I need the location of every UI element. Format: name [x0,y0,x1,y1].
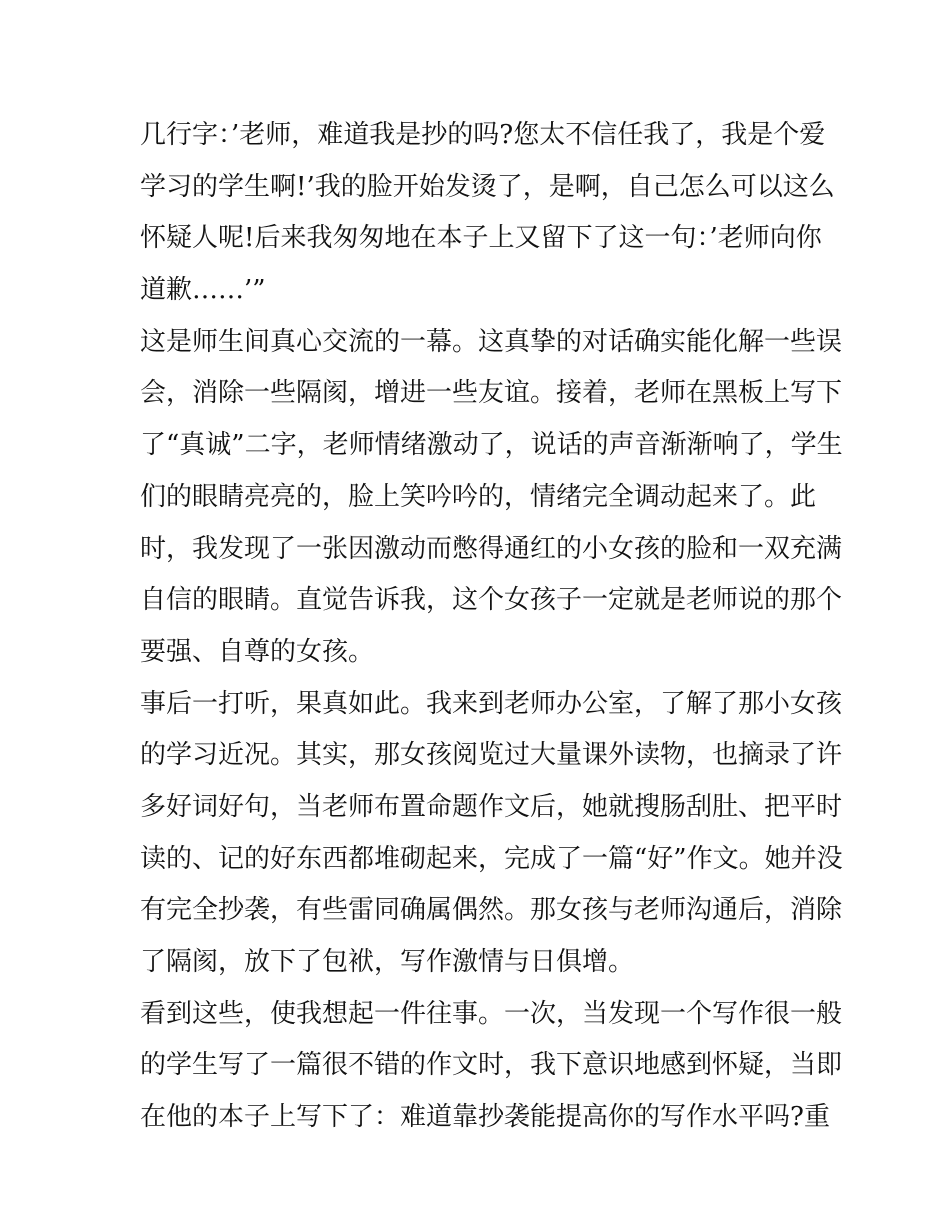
text-line: 在他的本子上写下了：难道靠抄袭能提高你的写作水平吗?重 [140,1102,830,1133]
text-line: 几行字：’老师，难道我是抄的吗?您太不信任我了，我是个爱 [140,120,826,150]
text-line: 的学生写了一篇很不错的作文时，我下意识地感到怀疑，当即 [140,1050,843,1081]
text-line: 要强、自尊的女孩。 [140,636,375,667]
text-line: 有完全抄袭，有些雷同确属偶然。那女孩与老师沟通后，消除 [140,895,843,926]
text-line: 读的、记的好东西都堆砌起来，完成了一篇“好”作文。她并没 [140,843,843,874]
text-line: 自信的眼睛。直觉告诉我，这个女孩子一定就是老师说的那个 [140,585,843,616]
body-text [140,110,843,1144]
text-line: 事后一打听，果真如此。我来到老师办公室，了解了那小女孩 [140,688,843,719]
text-line: 多好词好句，当老师布置命题作文后，她就搜肠刮肚、把平时 [140,791,843,822]
text-line: 的学习近况。其实，那女孩阅览过大量课外读物，也摘录了许 [140,740,843,771]
text-line: 学习的学生啊!’我的脸开始发烫了，是啊，自己怎么可以这么 [140,171,835,202]
text-line: 看到这些，使我想起一件往事。一次，当发现一个写作很一般 [140,998,843,1029]
text-line: 会，消除一些隔阂，增进一些友谊。接着，老师在黑板上写下 [140,378,843,409]
text-line: 这是师生间真心交流的一幕。这真挚的对话确实能化解一些误 [140,326,843,357]
text-line: 们的眼睛亮亮的，脸上笑吟吟的，情绪完全调动起来了。此 [140,481,817,512]
text-line: 怀疑人呢!后来我匆匆地在本子上又留下了这一句：’老师向你 [140,223,822,254]
text-line: 时，我发现了一张因激动而憋得通红的小女孩的脸和一双充满 [140,533,843,564]
text-line: 了“真诚”二字，老师情绪激动了，说话的声音渐渐响了，学生 [140,430,843,461]
text-line: 了隔阂，放下了包袱，写作激情与日俱增。 [140,947,635,977]
text-line: 道歉……’” [140,275,266,306]
